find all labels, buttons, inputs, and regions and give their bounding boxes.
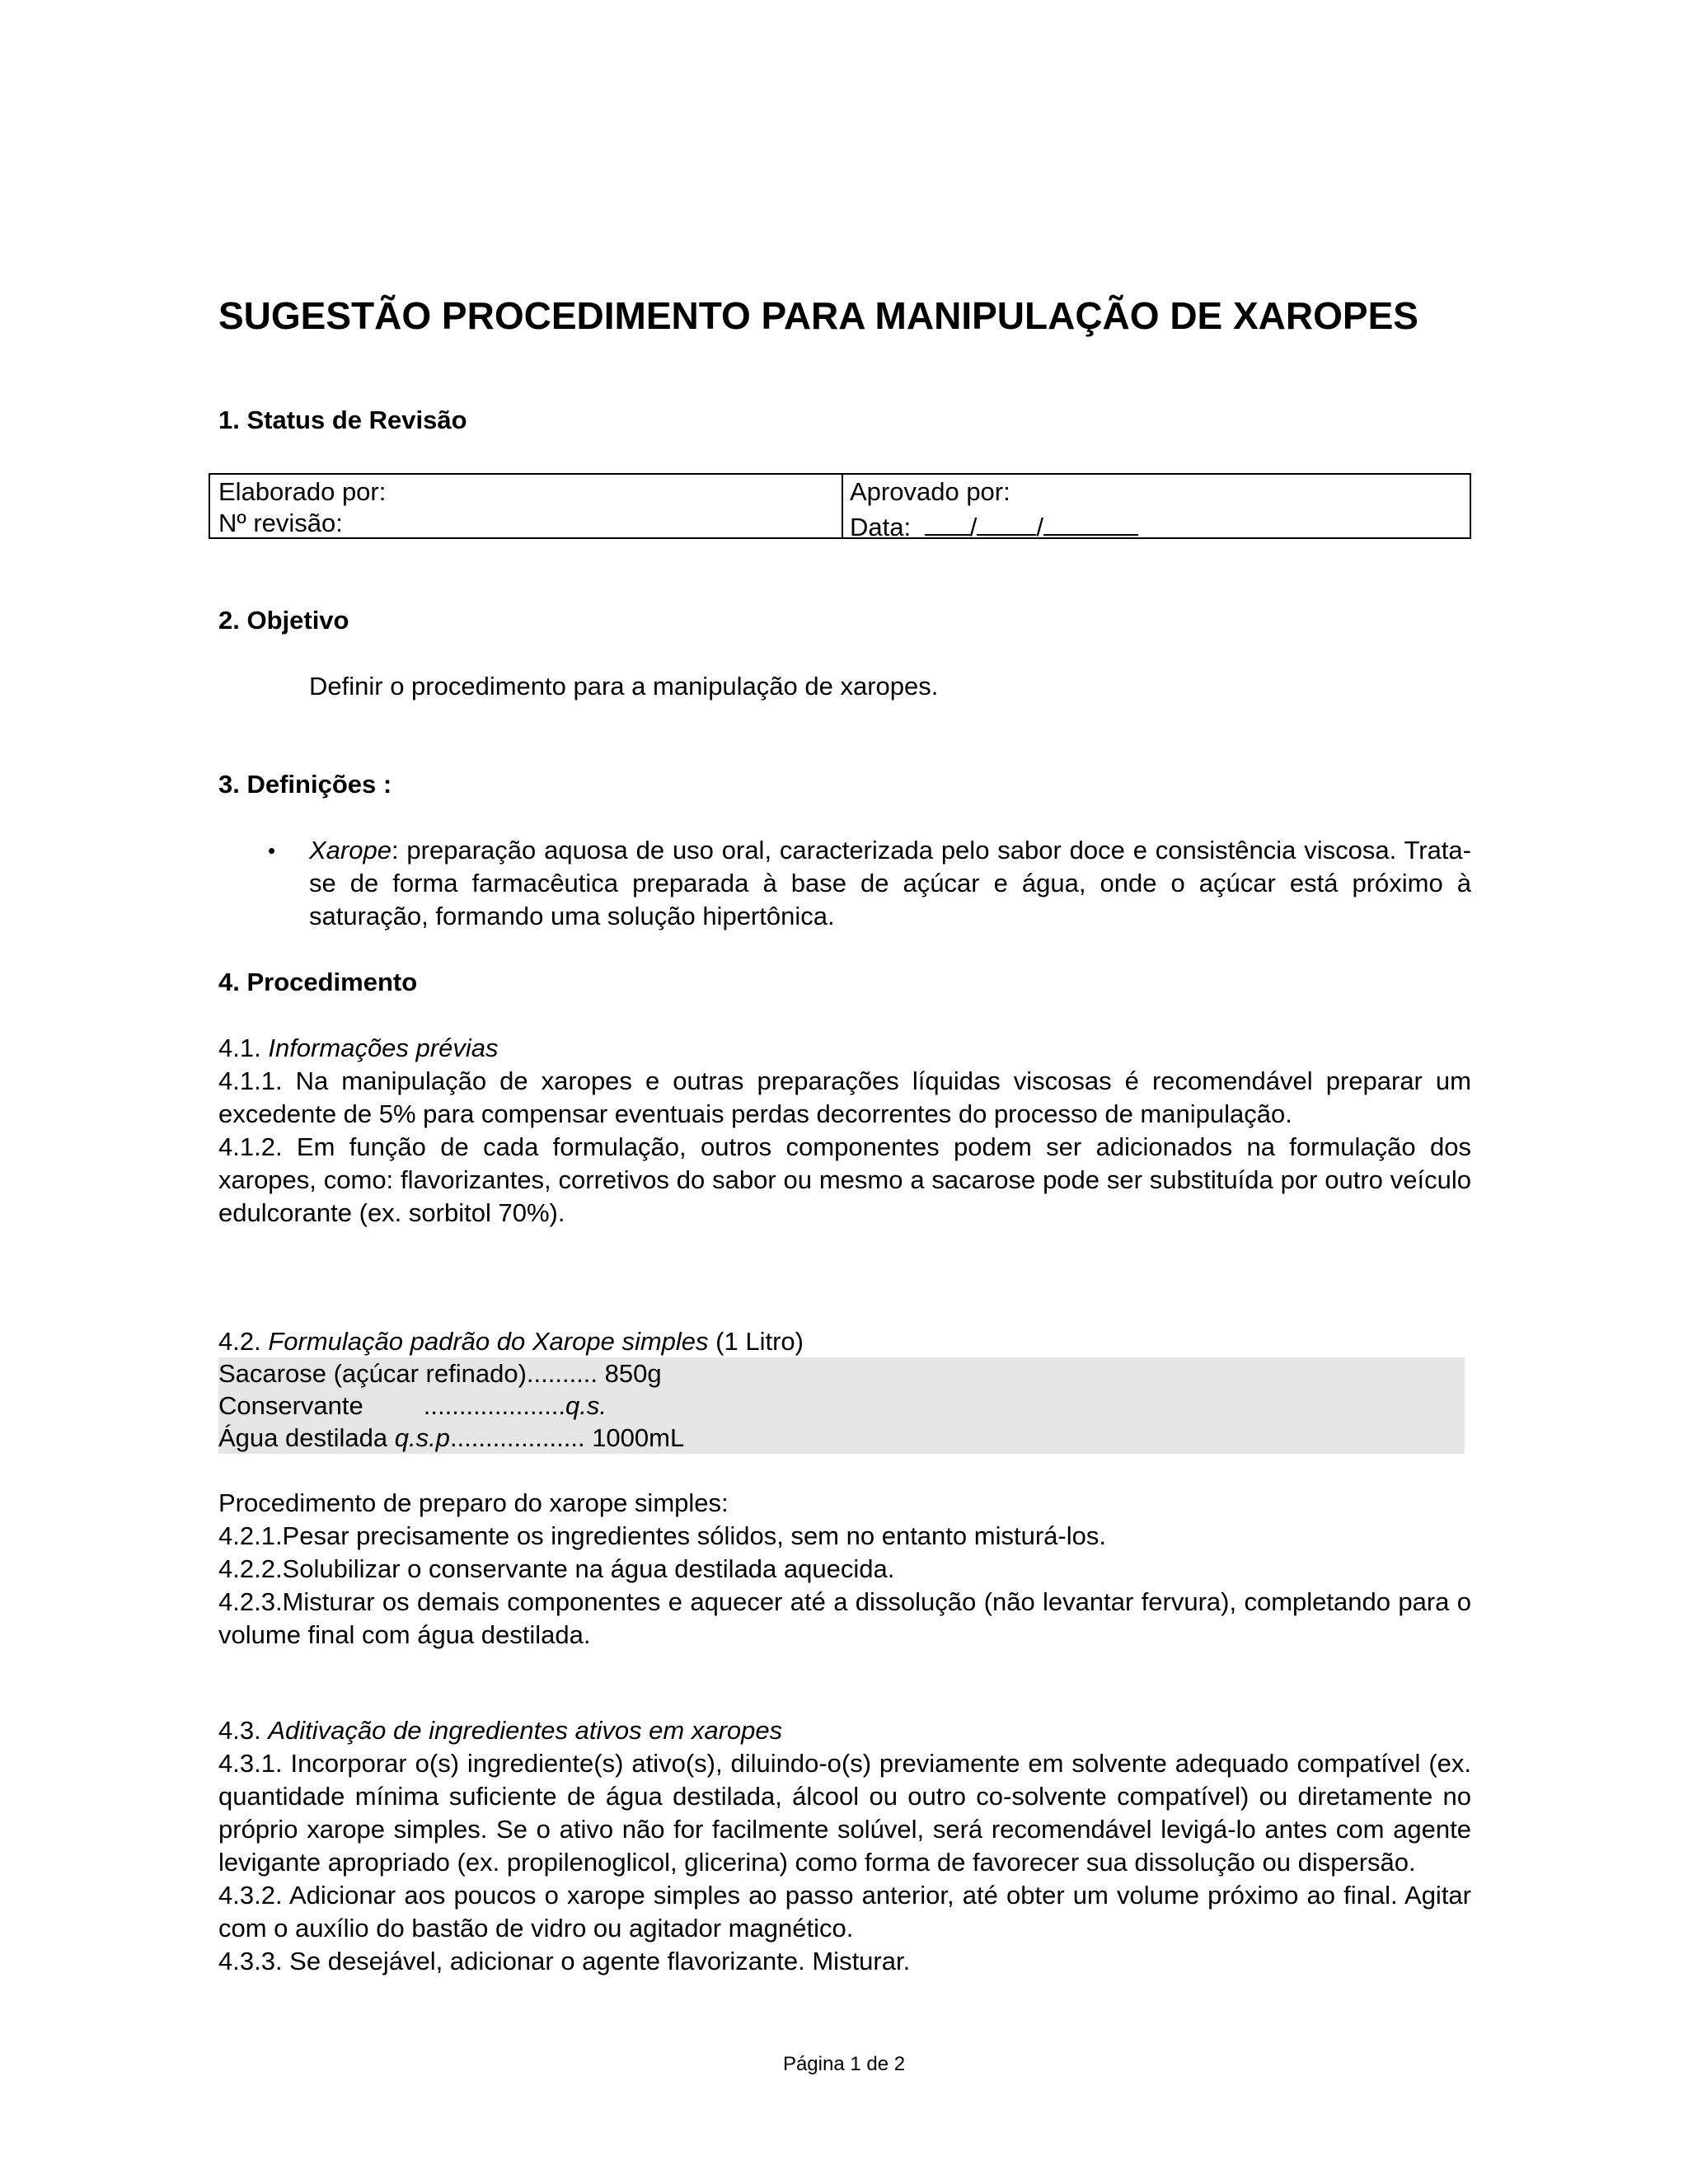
subsection-4-3 (218, 1714, 1471, 1978)
section-2-heading: 2. Objetivo (218, 606, 349, 635)
formula-ingredient: Conservante (218, 1391, 363, 1420)
aprovado-por-label: Aprovado por: (850, 477, 1010, 506)
formula-row-sacarose: Sacarose (açúcar refinado).......... 850g (218, 1359, 662, 1388)
list-item (268, 834, 1471, 933)
formula-table (218, 1357, 1465, 1454)
section-1-heading: 1. Status de Revisão (218, 405, 467, 434)
page-footer: Página 1 de 2 (782, 2053, 906, 2075)
objective-text: Definir o procedimento para a manipulação de xaropes. (309, 672, 939, 701)
formula-row-conservante (218, 1390, 1465, 1422)
definition-body: : preparação aquosa de uso oral, caracterizada pelo sabor doce e consistência viscosa. Trata-se de forma farmacêutica preparada à base de açúcar e água, onde o açúcar está próximo à saturação, formando uma solução hipertônica. (309, 836, 1471, 930)
subsection-title-suffix: (1 Litro) (715, 1327, 804, 1356)
bullet-icon: • (268, 838, 276, 863)
paragraph-4-3-2: 4.3.2. Adicionar aos poucos o xarope simples ao passo anterior, até obter um volume próximo ao final. Agitar com o auxílio do bastão de vidro ou agitador magnético. (218, 1881, 1471, 1943)
date-year-blank (1043, 508, 1138, 536)
revision-table-left-cell (210, 475, 843, 537)
data-label: Data: (850, 513, 912, 541)
subsection-4-1-title (218, 1032, 1471, 1065)
paragraph-4-1-2: 4.1.2. Em função de cada formulação, outros componentes podem ser adicionados na formulação dos xaropes, como: flavorizantes, corretivos do sabor ou mesmo a sacarose pode ser substituída por outro veículo edulcorante (ex. sorbitol 70%). (218, 1132, 1471, 1227)
formula-dots: .................... (423, 1391, 566, 1420)
formula-value: q.s. (565, 1391, 607, 1420)
paragraph-4-2-3: 4.2.3.Misturar os demais componentes e aquecer até a dissolução (não levantar fervura), completando para o volume final com água destilada. (218, 1587, 1471, 1649)
subsection-4-3-title (218, 1714, 1471, 1747)
definition-term: Xarope (309, 836, 392, 865)
subsection-number: 4.2. (218, 1327, 261, 1356)
formula-ingredient: Água destilada (218, 1423, 395, 1452)
subsection-title: Aditivação de ingredientes ativos em xaropes (268, 1716, 783, 1745)
elaborado-por-label: Elaborado por: (218, 477, 387, 506)
formula-row-agua (218, 1422, 1465, 1454)
date-day-blank (925, 508, 970, 536)
formula-qsp: q.s.p (394, 1423, 450, 1452)
preparo-procedure (218, 1487, 1471, 1652)
subsection-title: Informações prévias (268, 1033, 499, 1062)
preparo-heading: Procedimento de preparo do xarope simples: (218, 1488, 729, 1517)
section-4-heading: 4. Procedimento (218, 968, 418, 996)
date-month-blank (977, 508, 1036, 536)
subsection-number: 4.1. (218, 1033, 261, 1062)
data-field (850, 508, 1470, 543)
paragraph-4-3-3: 4.3.3. Se desejável, adicionar o agente flavorizante. Misturar. (218, 1947, 911, 1975)
numero-revisao-label: Nº revisão: (218, 509, 343, 537)
document-title: SUGESTÃO PROCEDIMENTO PARA MANIPULAÇÃO DE XAROPES (218, 294, 1418, 337)
section-3-heading: 3. Definições : (218, 770, 392, 799)
date-separator-2: / (1036, 513, 1043, 541)
subsection-title: Formulação padrão do Xarope simples (268, 1327, 709, 1356)
revision-status-table (209, 473, 1471, 539)
paragraph-4-1-1: 4.1.1. Na manipulação de xaropes e outras preparações líquidas viscosas é recomendável preparar um excedente de 5% para compensar eventuais perdas decorrentes do processo de manipulação. (218, 1066, 1471, 1128)
revision-table-right-cell (843, 475, 1470, 541)
paragraph-4-2-2: 4.2.2.Solubilizar o conservante na água destilada aquecida. (218, 1554, 895, 1583)
paragraph-4-2-1: 4.2.1.Pesar precisamente os ingredientes sólidos, sem no entanto misturá-los. (218, 1521, 1106, 1550)
date-separator-1: / (969, 513, 978, 541)
definitions-list (268, 834, 1471, 933)
subsection-4-1 (218, 1032, 1471, 1230)
paragraph-4-3-1: 4.3.1. Incorporar o(s) ingrediente(s) ativo(s), diluindo-o(s) previamente em solvente adequado compatível (ex. quantidade mínima suficiente de água destilada, álcool ou outro co-solvente compatível) ou diretamente no próprio xarope simples. Se o ativo não for facilmente solúvel, será recomendável levigá-lo antes com agente levigante apropriado (ex. propilenoglicol, glicerina) como forma de favorecer sua dissolução ou dispersão. (218, 1749, 1471, 1877)
formula-value: ................... 1000mL (449, 1423, 685, 1452)
subsection-number: 4.3. (218, 1716, 261, 1745)
definition-text (309, 834, 1471, 933)
subsection-4-2-title (218, 1325, 1471, 1358)
